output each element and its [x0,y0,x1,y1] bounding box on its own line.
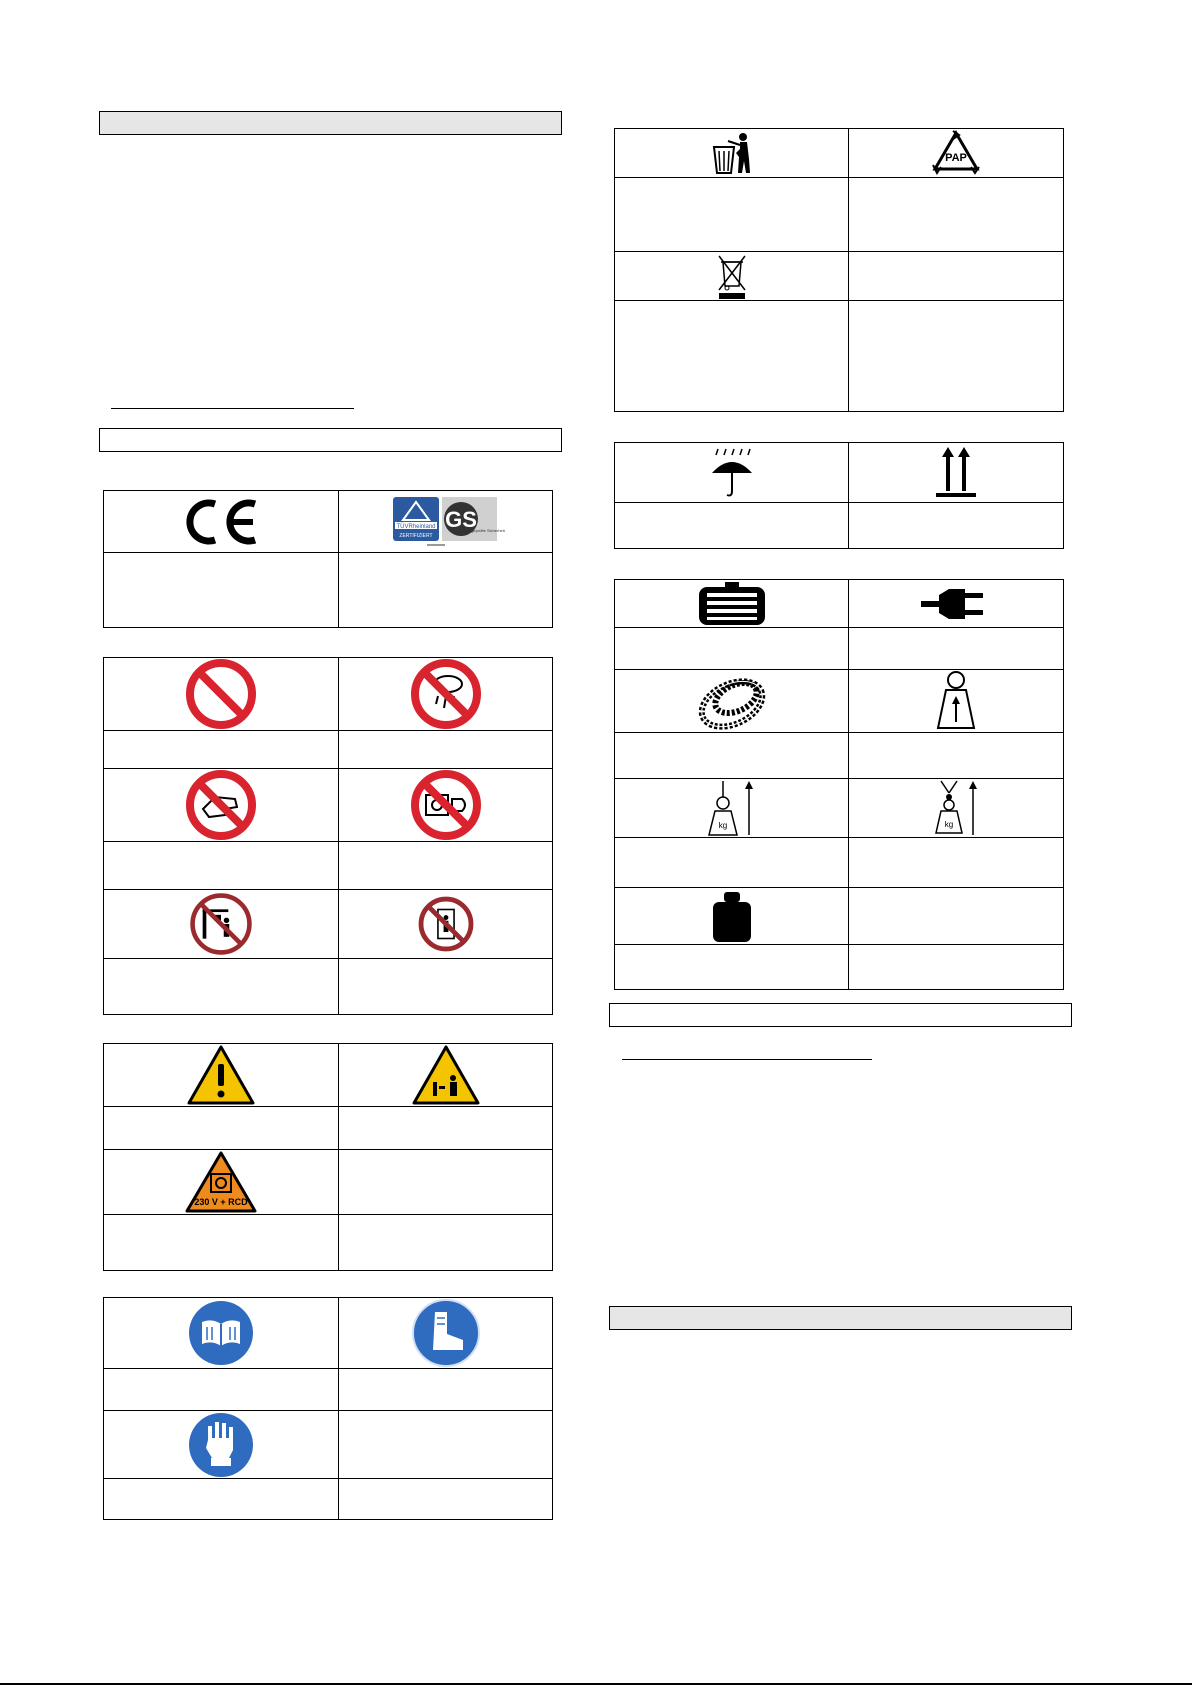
disposal-table [614,128,1064,412]
section-bar-1 [99,111,562,135]
this-way-up-icon [934,445,978,501]
weight-icon [710,888,754,944]
rcd-label: 230 V + RCD [194,1197,248,1207]
technical-table [614,579,1064,990]
certification-table [103,490,553,628]
ce-mark-icon [181,494,261,550]
weee-crossed-bin-icon [715,252,749,300]
safety-boots-icon [411,1298,481,1368]
pap-label: PAP [945,152,967,164]
lifting-load-icon [934,670,978,732]
single-line-load-icon [707,779,757,837]
pap-recycling-icon [931,129,981,177]
mandatory-table [103,1297,553,1520]
no-person-under-load-icon [188,891,254,957]
waste-bin-icon [710,131,754,175]
rcd-warning-icon [184,1150,258,1214]
ce-cell [104,491,339,553]
prohibition-icon [185,658,257,730]
warning-table [103,1043,553,1271]
no-plug-icon [410,769,482,841]
pulley-load-icon [931,779,981,837]
section-bar-3 [609,1003,1072,1027]
power-plug-icon [921,581,991,627]
falling-load-warning-icon [411,1044,481,1106]
gs-mark-text: GS [444,506,477,532]
tuv-brand-text: TÜVRheinland [395,523,436,530]
underline-2 [622,1059,872,1060]
read-manual-icon [188,1300,254,1366]
keep-dry-umbrella-icon [708,447,756,499]
tuv-certified-text: ZERTIFIZIERT [398,532,433,539]
handling-table [614,442,1064,549]
load-unit-label-1: kg [718,821,727,830]
section-bar-2 [99,428,562,452]
load-unit-label-2: kg [944,820,954,829]
prohibition-table [103,657,553,1015]
no-hand-icon [185,769,257,841]
section-bar-4 [609,1306,1072,1330]
no-person-lifting-icon [417,895,475,953]
gs-caption-text: geprüfte Sicherheit [470,527,505,533]
no-rain-icon [410,658,482,730]
underline-1 [111,408,354,409]
rope-coil-icon [692,670,772,732]
motor-icon [697,581,767,627]
general-warning-icon [186,1044,256,1106]
tuv-gs-cell [339,491,553,553]
safety-gloves-icon [188,1412,254,1478]
tuv-gs-certification-icon [391,494,505,550]
